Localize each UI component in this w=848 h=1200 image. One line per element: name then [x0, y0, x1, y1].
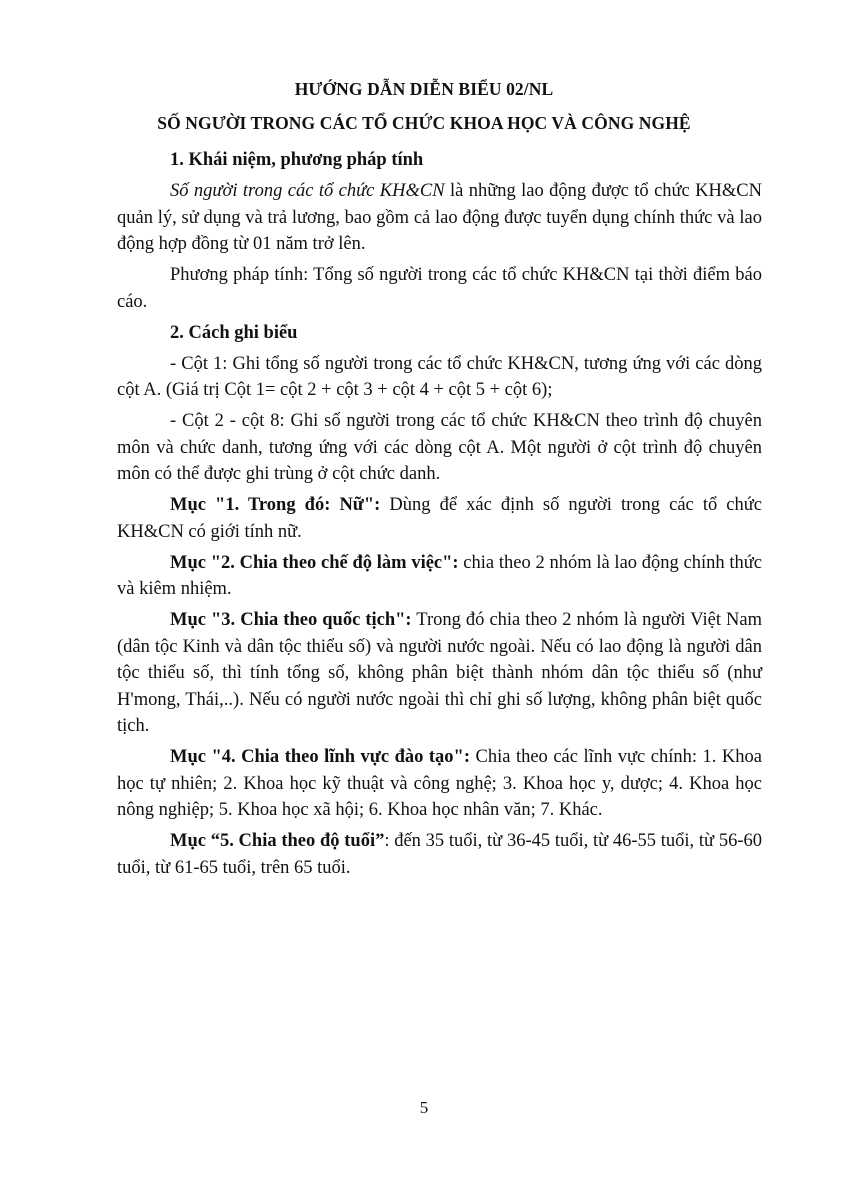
column-2-8-instruction: - Cột 2 - cột 8: Ghi số người trong các tổ chức KH&CN theo trình độ chuyên môn và chức danh, tương ứng với các dòng cột A. Một người ở cột trình độ chuyên môn có thể được ghi trùng ở cột chức danh. — [117, 411, 762, 484]
item-2-text: chia theo 2 nhóm là lao động chính thức và kiêm nhiệm. — [117, 552, 762, 599]
item-3-label: Mục "3. Chia theo quốc tịch": — [170, 610, 412, 630]
item-1-text: Dùng để xác định số người trong các tổ chức KH&CN có giới tính nữ. — [117, 495, 762, 542]
definition-term: Số người trong các tổ chức KH&CN — [170, 181, 445, 201]
section-1-heading: 1. Khái niệm, phương pháp tính — [170, 150, 424, 170]
item-5-paragraph — [117, 828, 762, 881]
calculation-method-paragraph: Phương pháp tính: Tổng số người trong các tổ chức KH&CN tại thời điểm báo cáo. — [117, 265, 762, 312]
title-block — [0, 72, 848, 140]
definition-text: là những lao động được tổ chức KH&CN quản lý, sử dụng và trả lương, bao gồm cả lao động được tuyển dụng chính thức và lao động hợp đồng từ 01 năm trở lên. — [117, 181, 762, 254]
item-1-paragraph — [117, 492, 762, 545]
item-2-label: Mục "2. Chia theo chế độ làm việc": — [170, 552, 459, 573]
document-title: HƯỚNG DẪN DIỄN BIỂU 02/NL — [294, 79, 554, 99]
document-body — [117, 147, 762, 886]
section-2-heading: 2. Cách ghi biểu — [170, 322, 298, 343]
item-4-label: Mục "4. Chia theo lĩnh vực đào tạo": — [170, 747, 470, 767]
definition-paragraph — [117, 178, 762, 258]
item-1-label: Mục "1. Trong đó: Nữ": — [170, 495, 381, 515]
item-4-paragraph — [117, 744, 762, 824]
item-5-label: Mục “5. Chia theo độ tuổi” — [170, 831, 385, 851]
document-subtitle: SỐ NGƯỜI TRONG CÁC TỔ CHỨC KHOA HỌC VÀ CÔNG NGHỆ — [157, 113, 691, 133]
item-5-text: : đến 35 tuổi, từ 36-45 tuổi, từ 46-55 tuổi, từ 56-60 tuổi, từ 61-65 tuổi, trên 65 tuổi. — [117, 831, 762, 878]
column-1-instruction: - Cột 1: Ghi tổng số người trong các tổ chức KH&CN, tương ứng với các dòng cột A. (Giá trị Cột 1= cột 2 + cột 3 + cột 4 + cột 5 + cột 6); — [117, 353, 762, 400]
item-4-text: Chia theo các lĩnh vực chính: 1. Khoa học tự nhiên; 2. Khoa học kỹ thuật và công nghệ; 3. Khoa học y, dược; 4. Khoa học nông nghiệp; 5. Khoa học xã hội; 6. Khoa học nhân văn; 7. Khác. — [117, 747, 762, 820]
page-number: 5 — [419, 1098, 429, 1117]
item-3-text: Trong đó chia theo 2 nhóm là người Việt Nam (dân tộc Kinh và dân tộc thiểu số) và người nước ngoài. Nếu có lao động là người dân tộc thiểu số, thì tính tổng số, không phân biệt thành nhóm dân tộc thiểu số (như H'mong, Thái,..). Nếu có người nước ngoài thì chỉ ghi số lượng, không phân biệt quốc tịch. — [117, 610, 763, 736]
item-3-paragraph — [117, 607, 762, 740]
item-2-paragraph — [117, 550, 762, 603]
